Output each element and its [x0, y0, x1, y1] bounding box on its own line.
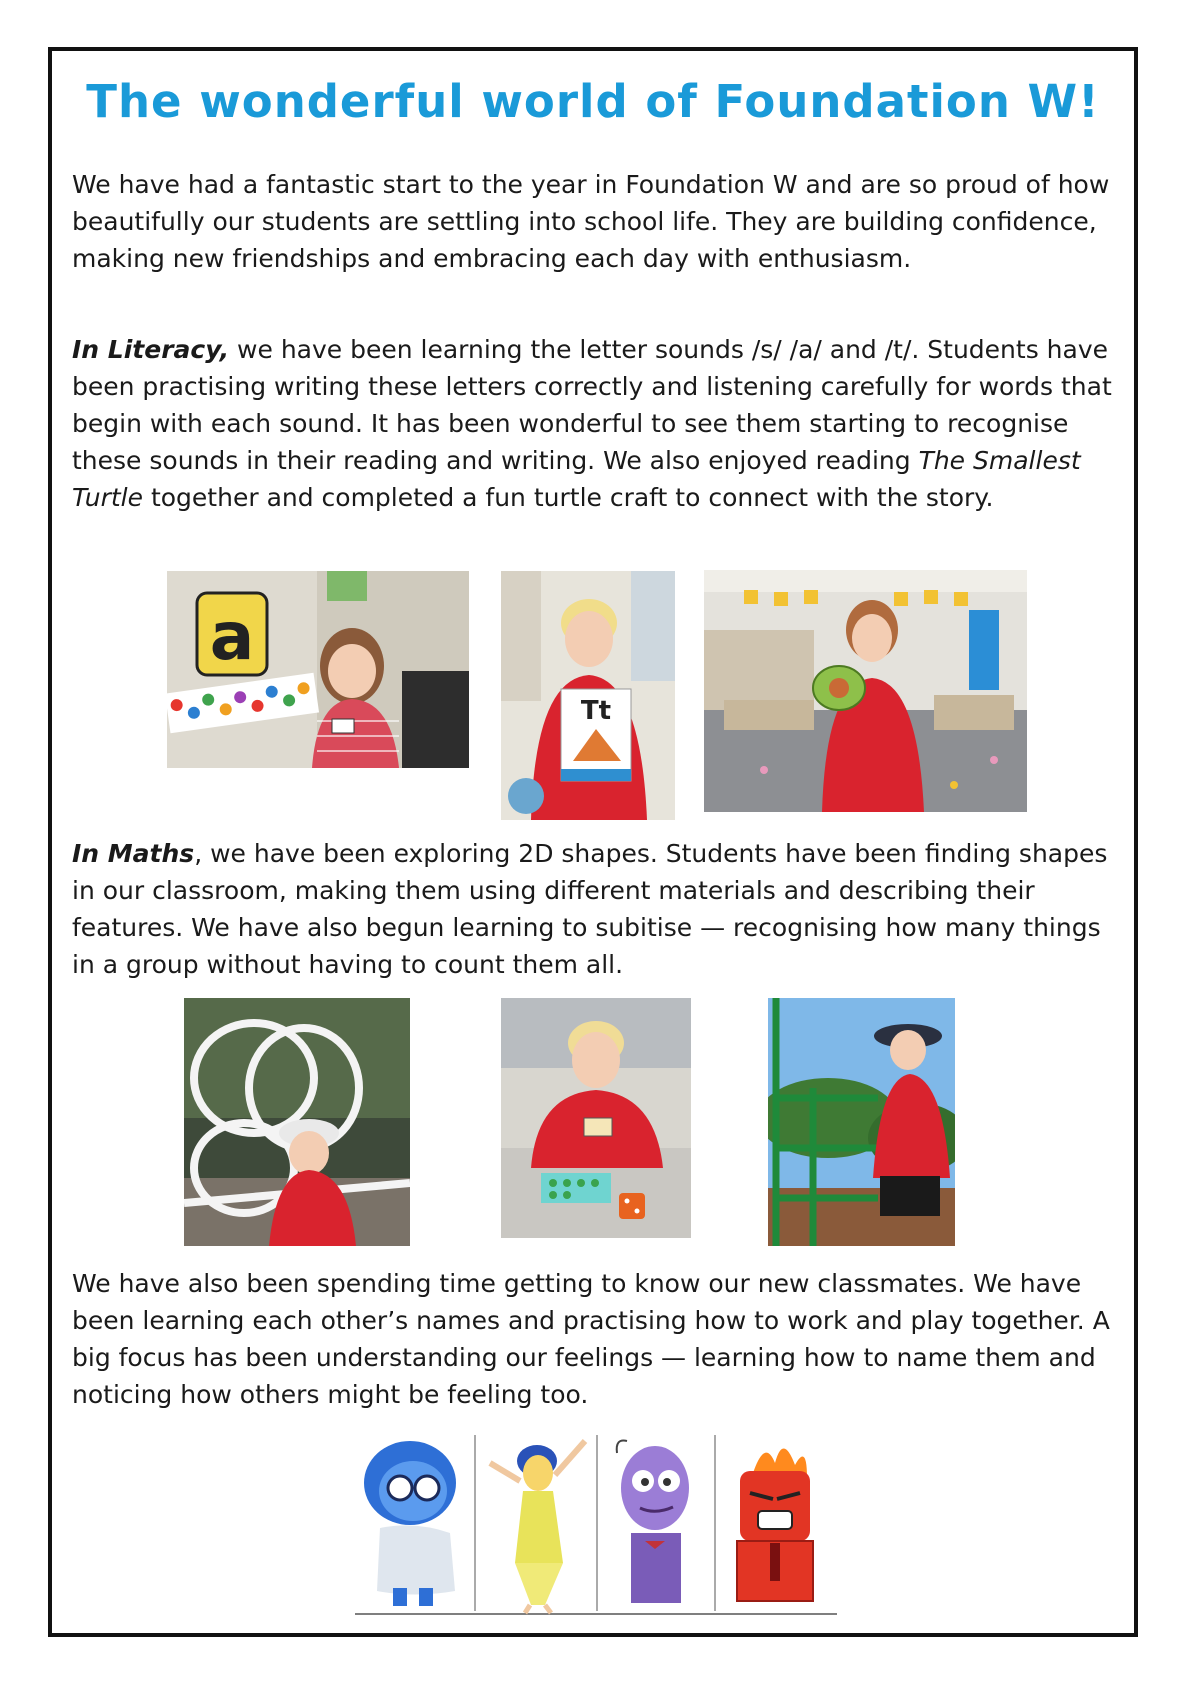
photo-card-letters: Tt: [580, 696, 612, 726]
closing-paragraph: We have also been spending time getting to know our new classmates. We have been learning each other’s names and practising how to work and play together. A big focus has been understanding our feelings — learning how to name them and noticing how others might be feeling too.: [72, 1269, 1110, 1409]
emotion-characters-strip: [355, 1433, 837, 1617]
photo-turtle-craft: [704, 570, 1027, 812]
anger-character-icon: [737, 1448, 813, 1601]
maths-heading: In Maths: [72, 839, 195, 868]
literacy-text-before: we have been learning the letter sounds /s/ /a/ and /t/. Students have been practising writing these letters correctly and listening carefully for words that begin with each sound. It has been wonderful to see them starting to recognise these sounds in their reading and writing. We also enjoyed reading: [72, 335, 1112, 475]
maths-paragraph: [72, 835, 1117, 983]
page-title: The wonderful world of Foundation W!: [86, 75, 1100, 128]
photo-subitise-dice: [501, 998, 691, 1238]
literacy-heading: In Literacy,: [72, 335, 230, 364]
maths-text: , we have been exploring 2D shapes. Students have been finding shapes in our classroom, making them using different materials and describing their features. We have also begun learning to subitise — recognising how many things in a group without having to count them all.: [72, 839, 1108, 979]
book-title: The Smallest Turtle: [72, 446, 1081, 512]
photo-climbing-frame: [768, 998, 955, 1246]
literacy-paragraph: [72, 331, 1117, 516]
photo-letter-a-wall: [167, 571, 469, 768]
photo-playground-rings: [184, 998, 410, 1246]
photo-letter-a: a: [209, 598, 255, 675]
intro-paragraph: We have had a fantastic start to the year in Foundation W and are so proud of how beautifully our students are settling into school life. They are building confidence, making new friendships and embracing each day with enthusiasm.: [72, 170, 1110, 273]
literacy-text-after: together and completed a fun turtle craft to connect with the story.: [143, 483, 994, 512]
photo-tt-card: [501, 571, 675, 820]
